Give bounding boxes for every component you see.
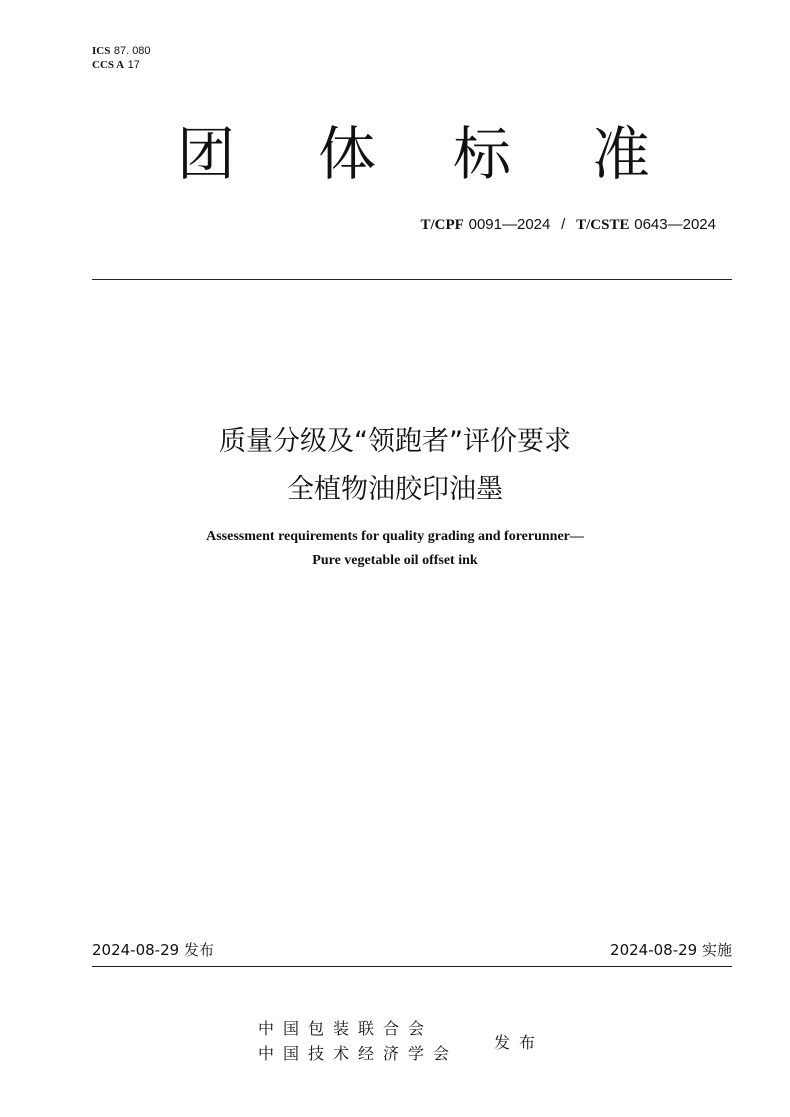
standard-separator: /: [561, 216, 566, 233]
title-zh-line-2: 全植物油胶印油墨: [287, 474, 503, 505]
standard-code-1: T/CPF: [420, 217, 464, 233]
doc-type-char-2: 体: [318, 120, 377, 188]
title-zh-line-1: 质量分级及“领跑者”评价要求: [219, 426, 571, 457]
publish-date: 2024-08-29 发布: [92, 941, 214, 959]
standard-numbers: [421, 215, 717, 234]
implementation-date: 2024-08-29 实施: [610, 941, 732, 959]
publisher-organizations: [258, 1016, 458, 1066]
publisher-org-2: 中国技术经济学会: [258, 1044, 459, 1063]
title-en-line-2: Pure vegetable oil offset ink: [312, 553, 478, 568]
title-en-line-1: Assessment requirements for quality grading and forerunner—: [206, 529, 584, 544]
doc-type-char-4: 准: [592, 120, 651, 188]
ccs-code: [92, 58, 151, 72]
ics-code: [92, 44, 151, 58]
standard-code-2: T/CSTE: [576, 217, 630, 233]
doc-type-char-3: 标: [453, 120, 512, 188]
publish-label: 发布: [494, 1033, 545, 1052]
standard-number-2: 0643—2024: [634, 216, 716, 233]
document-type-heading: [0, 118, 790, 198]
classification-codes: [92, 44, 151, 72]
ics-label: ICS: [92, 45, 111, 57]
publisher-org-1: 中国包装联合会: [258, 1019, 434, 1038]
header-divider: [92, 279, 732, 280]
standard-number-1: 0091—2024: [468, 216, 551, 233]
ics-value: 87. 080: [113, 45, 151, 57]
doc-type-char-1: 团: [177, 120, 236, 188]
ccs-label: CCS A: [92, 59, 125, 71]
footer-divider: [92, 966, 732, 967]
ccs-value: 17: [127, 59, 140, 71]
